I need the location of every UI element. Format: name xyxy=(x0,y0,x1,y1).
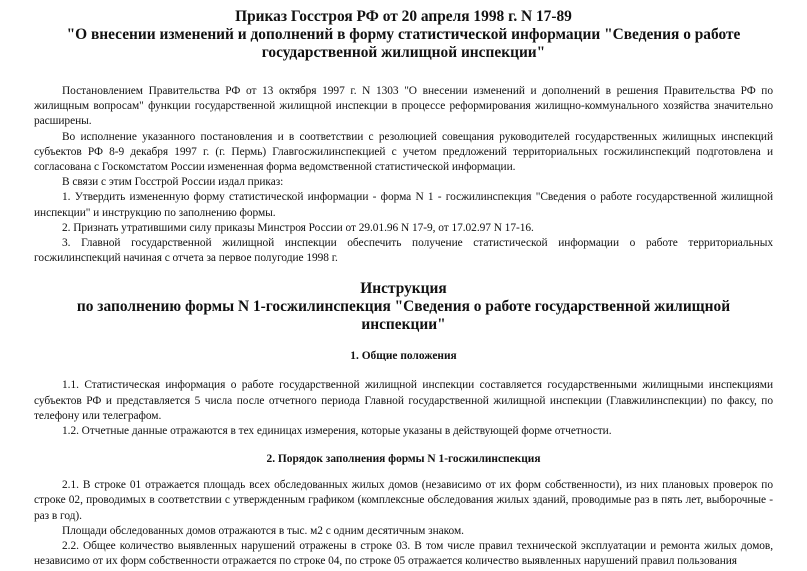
instruction xyxy=(34,280,773,569)
instruction-paragraph: 2.1. В строке 01 отражается площадь всех обследованных жилых домов (независимо от их форм собственности), из них плановых проверок по строке 02, проводимых в соответствии с утвержденным графиком (комплексные обследования жилых зданий, проводимые раз в пять лет, выборочные - раз в год). xyxy=(34,479,773,522)
document-header xyxy=(34,8,773,62)
order-item: 3. Главной государственной жилищной инспекции обеспечить получение статистической информации о работе территориальных госжилинспекций начиная с отчета за первое полугодие 1998 г. xyxy=(34,237,773,265)
order-body xyxy=(34,84,773,266)
order-paragraph: Постановлением Правительства РФ от 13 октября 1997 г. N 1303 "О внесении изменений и дополнений в решения Правительства РФ по жилищным вопросам" функции государственной жилищной инспекции в процессе реформирования жилищно-коммунального хозяйства значительно расширены. xyxy=(34,85,773,128)
instruction-subtitle: по заполнению формы N 1-госжилинспекция "Сведения о работе государственной жилищной инспекции" xyxy=(76,298,731,334)
instruction-paragraph: 2.2. Общее количество выявленных нарушений отражены в строке 03. В том числе правил технической эксплуатации и ремонта жилых домов, независимо от их форм собственности отражается по строке 04, по строке 05 отражается количество выявленных нарушений правил пользования xyxy=(34,540,773,568)
instruction-title: Инструкция xyxy=(360,280,447,298)
section-heading-procedure: 2. Порядок заполнения формы N 1-госжилинспекция xyxy=(266,453,541,466)
order-title: Приказ Госстроя РФ от 20 апреля 1998 г. N 17-89 xyxy=(235,8,572,25)
order-subtitle: "О внесении изменений и дополнений в форму статистической информации "Сведения о работе государственной жилищной инспекции" xyxy=(66,26,741,61)
section-heading-general: 1. Общие положения xyxy=(350,350,457,363)
order-item: 2. Признать утратившими силу приказы Минстроя России от 29.01.96 N 17-9, от 17.02.97 N 17-16. xyxy=(62,221,534,234)
order-paragraph: Во исполнение указанного постановления и в соответствии с резолюцией совещания руководителей государственных жилищных инспекций субъектов РФ 8-9 декабря 1997 г. (г. Пермь) Главгосжилинспекцией с учетом предложений территориальных госжилинспекций подготовлена и согласована с Госкомстатом России измененная форма ведомственной статистической информации. xyxy=(34,130,773,174)
order-paragraph: В связи с этим Госстрой России издал приказ: xyxy=(62,176,284,189)
instruction-paragraph: 1.1. Статистическая информация о работе государственной жилищной инспекции составляется государственными жилищными инспекциями субъектов РФ и представляется 5 числа после отчетного периода Главной государственной жилищной инспекции (Главжилинспекции) по факсу, по телефону или телеграфом. xyxy=(34,379,773,422)
order-item: 1. Утвердить измененную форму статистической информации - форма N 1 - госжилинспекция "Сведения о работе государственной жилищной инспекции" и инструкцию по заполнению формы. xyxy=(34,191,773,219)
instruction-paragraph: 1.2. Отчетные данные отражаются в тех единицах измерения, которые указаны в действующей форме отчетности. xyxy=(62,425,612,438)
instruction-paragraph: Площади обследованных домов отражаются в тыс. м2 с одним десятичным знаком. xyxy=(62,524,464,537)
